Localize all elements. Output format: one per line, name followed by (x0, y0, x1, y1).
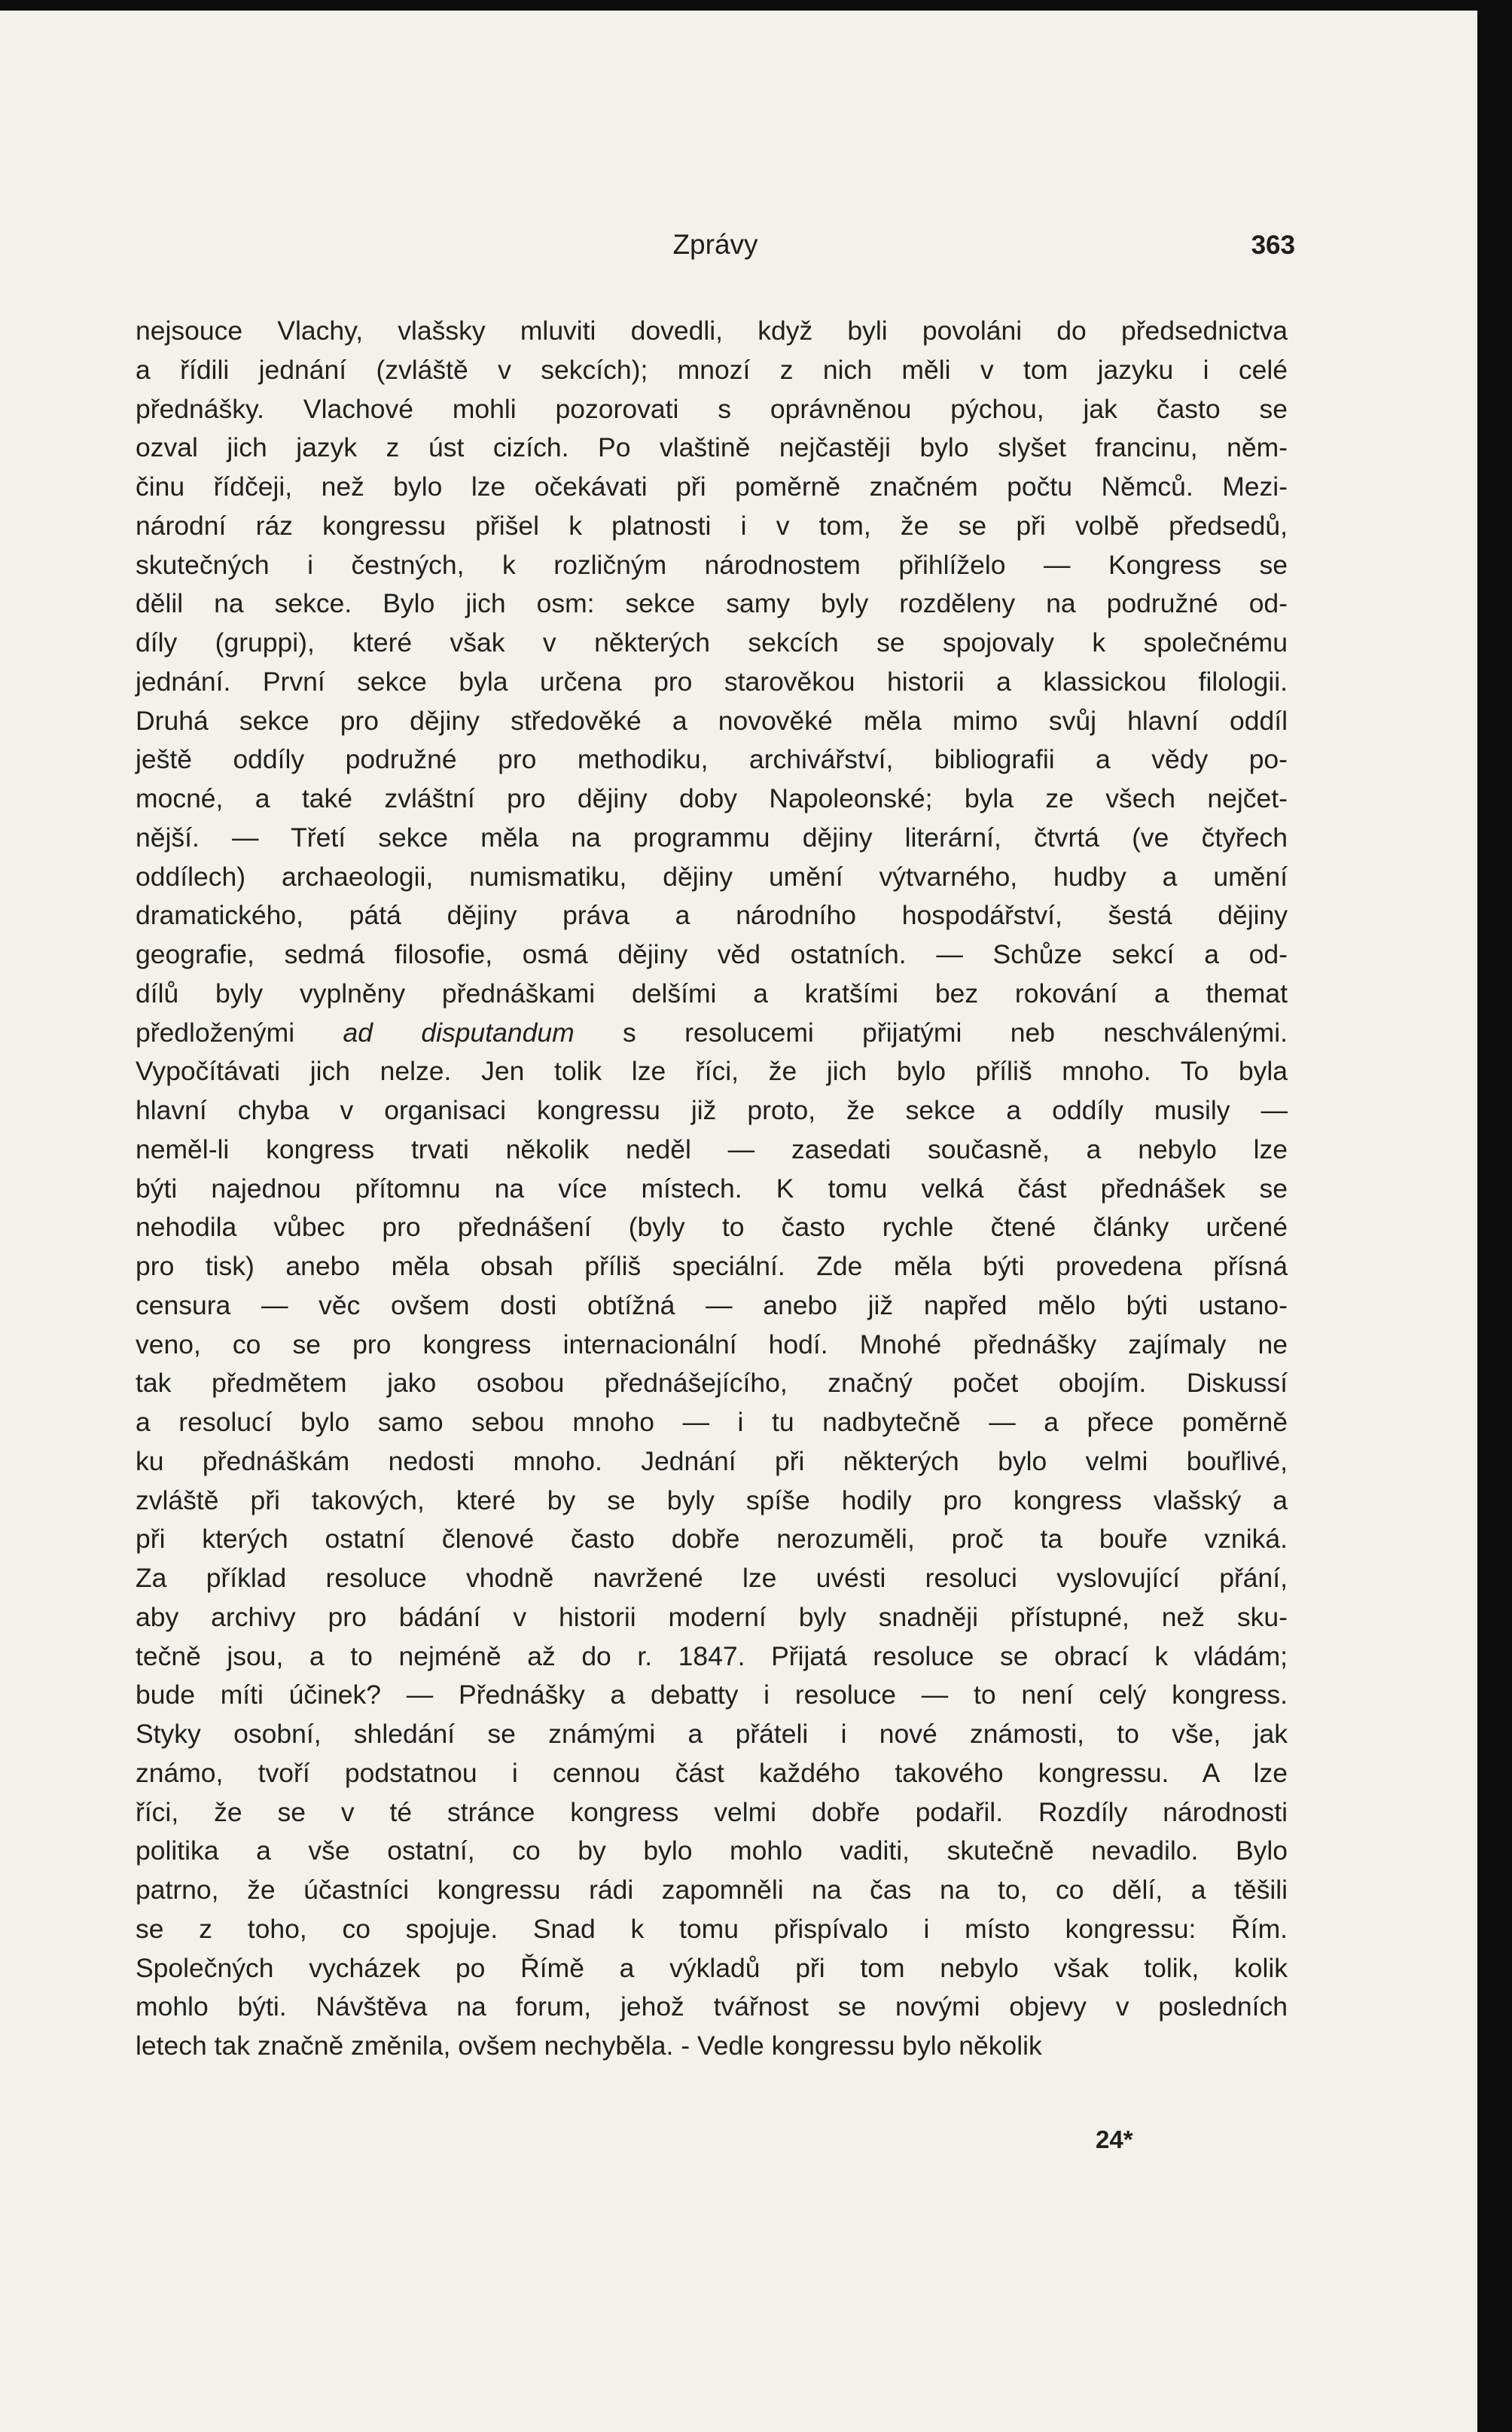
text-line: zvláště při takových, které by se byly spíše hodily pro kongress vlašský a (136, 1485, 1288, 1515)
text-line: známo, tvoří podstatnou i cennou část každého takového kongressu. A lze (136, 1757, 1288, 1788)
text-line: národní ráz kongressu přišel k platnosti i v tom, že se při volbě předsedů, (136, 510, 1288, 541)
text-line: a řídili jednání (zvláště v sekcích); mnozí z nich měli v tom jazyku i celé (136, 354, 1288, 385)
text-line: aby archivy pro bádání v historii moderní byly snadněji přístupné, než sku- (136, 1601, 1288, 1632)
text-line: nehodila vůbec pro přednášení (byly to často rychle čtené články určené (136, 1212, 1288, 1243)
text-line: býti najednou přítomnu na více místech. K tomu velká část přednášek se (136, 1173, 1288, 1204)
text-line: Druhá sekce pro dějiny středověké a novověké měla mimo svůj hlavní oddíl (136, 705, 1288, 736)
text-line: politika a vše ostatní, co by bylo mohlo vaditi, skutečně nevadilo. Bylo (136, 1835, 1288, 1866)
running-header (136, 229, 1295, 282)
text-line: hlavní chyba v organisaci kongressu již proto, že sekce a oddíly musily — (136, 1095, 1288, 1125)
text-line: při kterých ostatní členové často dobře nerozuměli, proč ta bouře vzniká. (136, 1524, 1288, 1555)
text-line: dílů byly vyplněny přednáškami delšími a kratšími bez rokování a themat (136, 978, 1288, 1009)
text-line: předloženými ad disputandum s resolucemi přijatými neb neschválenými. (136, 1017, 1288, 1048)
text-line: Společných vycházek po Římě a výkladů při tom nebylo však tolik, kolik (136, 1952, 1288, 1983)
text-line: přednášky. Vlachové mohli pozorovati s oprávněnou pýchou, jak často se (136, 393, 1288, 424)
body-text (136, 312, 1288, 2066)
text-line: ozval jich jazyk z úst cizích. Po vlaštině nejčastěji bylo slyšet francinu, něm- (136, 432, 1288, 463)
text-line: ku přednáškám nedosti mnoho. Jednání při některých bylo velmi bouřlivé, (136, 1445, 1288, 1476)
text-line: oddílech) archaeologii, numismatiku, dějiny umění výtvarného, hudby a umění (136, 861, 1288, 892)
text-line: nejsouce Vlachy, vlašsky mluviti dovedli, když byli povoláni do předsednictva (136, 316, 1288, 346)
text-line: Za příklad resoluce vhodně navržené lze uvésti resoluci vyslovující přání, (136, 1563, 1288, 1593)
text-line: mocné, a také zvláštní pro dějiny doby Napoleonské; byla ze všech nejčet- (136, 783, 1288, 813)
text-line: pro tisk) anebo měla obsah příliš speciální. Zde měla býti provedena přísná (136, 1251, 1288, 1281)
text-line: neměl-li kongress trvati několik neděl — zasedati současně, a nebylo lze (136, 1134, 1288, 1164)
text-line: mohlo býti. Návštěva na forum, jehož tvářnost se novými objevy v posledních (136, 1991, 1288, 2022)
page-number: 363 (1251, 230, 1295, 260)
italic-phrase: ad disputandum (343, 1017, 575, 1048)
text-line: a resolucí bylo samo sebou mnoho — i tu nadbytečně — a přece poměrně (136, 1407, 1288, 1437)
text-line: tečně jsou, a to nejméně až do r. 1847. Přijatá resoluce se obrací k vládám; (136, 1640, 1288, 1671)
text-line: skutečných i čestných, k rozličným národnostem přihlíželo — Kongress se (136, 549, 1288, 580)
text-line: geografie, sedmá filosofie, osmá dějiny věd ostatních. — Schůze sekcí a od- (136, 939, 1288, 969)
text-line: bude míti účinek? — Přednášky a debatty i resoluce — to není celý kongress. (136, 1680, 1288, 1710)
text-line: se z toho, co spojuje. Snad k tomu přispívalo i místo kongressu: Řím. (136, 1913, 1288, 1944)
text-line: díly (gruppi), které však v některých sekcích se spojovaly k společnému (136, 627, 1288, 658)
text-line: nější. — Třetí sekce měla na programmu dějiny literární, čtvrtá (ve čtyřech (136, 822, 1288, 853)
text-line: veno, co se pro kongress internacionální hodí. Mnohé přednášky zajímaly ne (136, 1329, 1288, 1359)
text-line: činu řídčeji, než bylo lze očekávati při poměrně značném počtu Němců. Mezi- (136, 471, 1288, 502)
signature-mark: 24* (1096, 2125, 1133, 2153)
text-line: patrno, že účastníci kongressu rádi zapomněli na čas na to, co dělí, a těšili (136, 1875, 1288, 1905)
header-title: Zprávy (672, 229, 758, 260)
text-line: dramatického, pátá dějiny práva a národního hospodářství, šestá dějiny (136, 900, 1288, 931)
text-line: tak předmětem jako osobou přednášejícího, značný počet obojím. Diskussí (136, 1368, 1288, 1399)
text-line: Vypočítávati jich nelze. Jen tolik lze říci, že jich bylo příliš mnoho. To byla (136, 1056, 1288, 1087)
text-line: censura — věc ovšem dosti obtížná — anebo již napřed mělo býti ustano- (136, 1289, 1288, 1320)
text-line: jednání. První sekce byla určena pro starověkou historii a klassickou filologii. (136, 666, 1288, 697)
text-line: letech tak značně změnila, ovšem nechyběla. - Vedle kongressu bylo několik (136, 2031, 1042, 2061)
text-line: ještě oddíly podružné pro methodiku, archivářství, bibliografii a vědy po- (136, 744, 1288, 775)
text-line: Styky osobní, shledání se známými a přáteli i nové známosti, to vše, jak (136, 1719, 1288, 1749)
text-line: říci, že se v té stránce kongress velmi dobře podařil. Rozdíly národnosti (136, 1796, 1288, 1827)
page (0, 11, 1477, 2432)
text-line: dělil na sekce. Bylo jich osm: sekce samy byly rozděleny na podružné od- (136, 588, 1288, 619)
